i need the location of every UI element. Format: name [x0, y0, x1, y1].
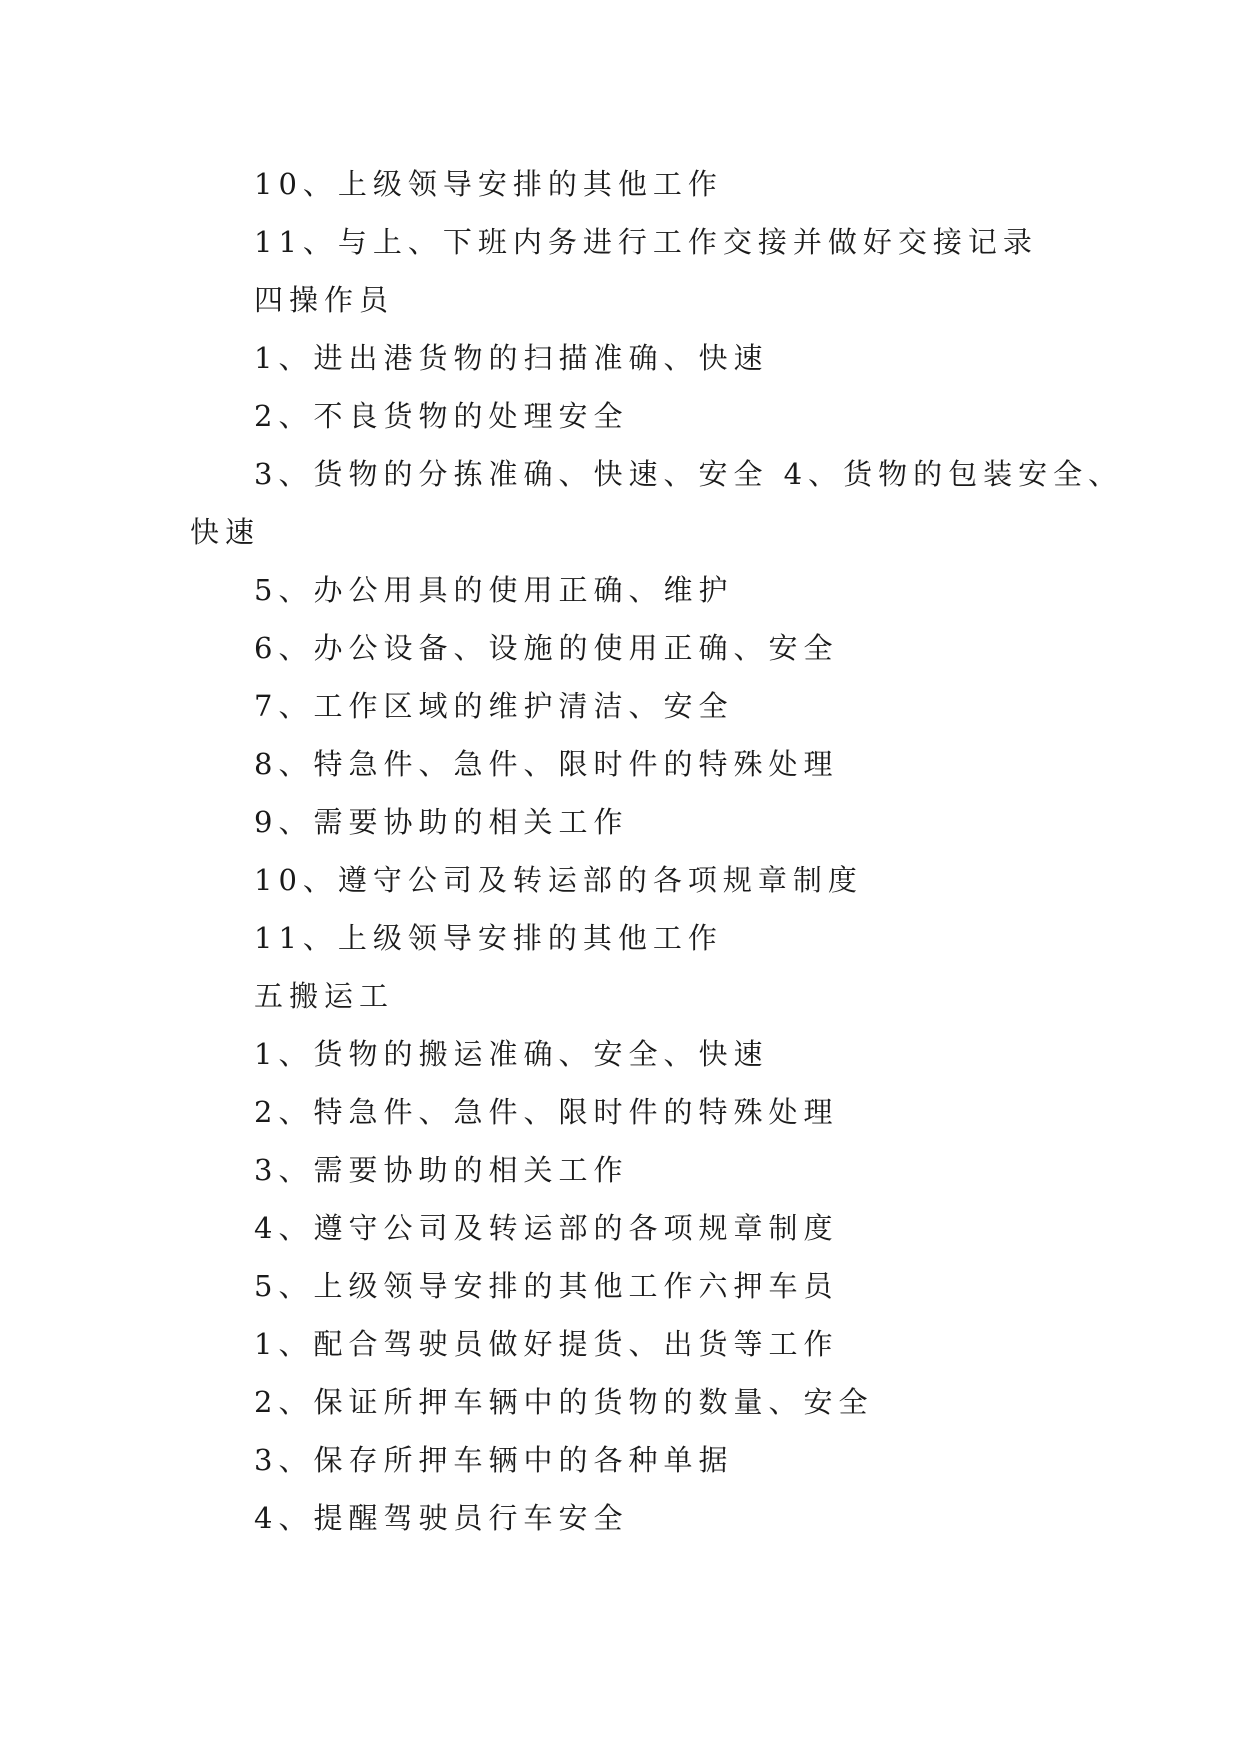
list-item: 5、办公用具的使用正确、维护 — [254, 573, 734, 607]
list-item: 9、需要协助的相关工作 — [254, 805, 629, 839]
list-item: 3、需要协助的相关工作 — [254, 1153, 629, 1187]
section-heading: 四操作员 — [254, 283, 395, 317]
list-item-continuation: 快速 — [190, 515, 261, 549]
list-item: 4、提醒驾驶员行车安全 — [254, 1501, 629, 1535]
list-item: 5、上级领导安排的其他工作六押车员 — [254, 1269, 839, 1303]
list-item: 11、与上、下班内务进行工作交接并做好交接记录 — [254, 225, 1038, 259]
section-heading: 五搬运工 — [254, 979, 395, 1013]
list-item: 7、工作区域的维护清洁、安全 — [254, 689, 734, 723]
list-item: 2、保证所押车辆中的货物的数量、安全 — [254, 1385, 874, 1419]
list-item: 8、特急件、急件、限时件的特殊处理 — [254, 747, 839, 781]
list-item: 2、不良货物的处理安全 — [254, 399, 629, 433]
list-item: 10、上级领导安排的其他工作 — [254, 167, 723, 201]
list-item: 1、配合驾驶员做好提货、出货等工作 — [254, 1327, 839, 1361]
list-item: 1、进出港货物的扫描准确、快速 — [254, 341, 769, 375]
list-item: 3、货物的分拣准确、快速、安全 4、货物的包装安全、 — [254, 457, 1124, 491]
list-item: 4、遵守公司及转运部的各项规章制度 — [254, 1211, 839, 1245]
list-item: 1、货物的搬运准确、安全、快速 — [254, 1037, 769, 1071]
document-body — [190, 155, 1124, 1547]
list-item: 3、保存所押车辆中的各种单据 — [254, 1443, 734, 1477]
list-item: 6、办公设备、设施的使用正确、安全 — [254, 631, 839, 665]
list-item: 11、上级领导安排的其他工作 — [254, 921, 723, 955]
list-item: 10、遵守公司及转运部的各项规章制度 — [254, 863, 863, 897]
list-item: 2、特急件、急件、限时件的特殊处理 — [254, 1095, 839, 1129]
